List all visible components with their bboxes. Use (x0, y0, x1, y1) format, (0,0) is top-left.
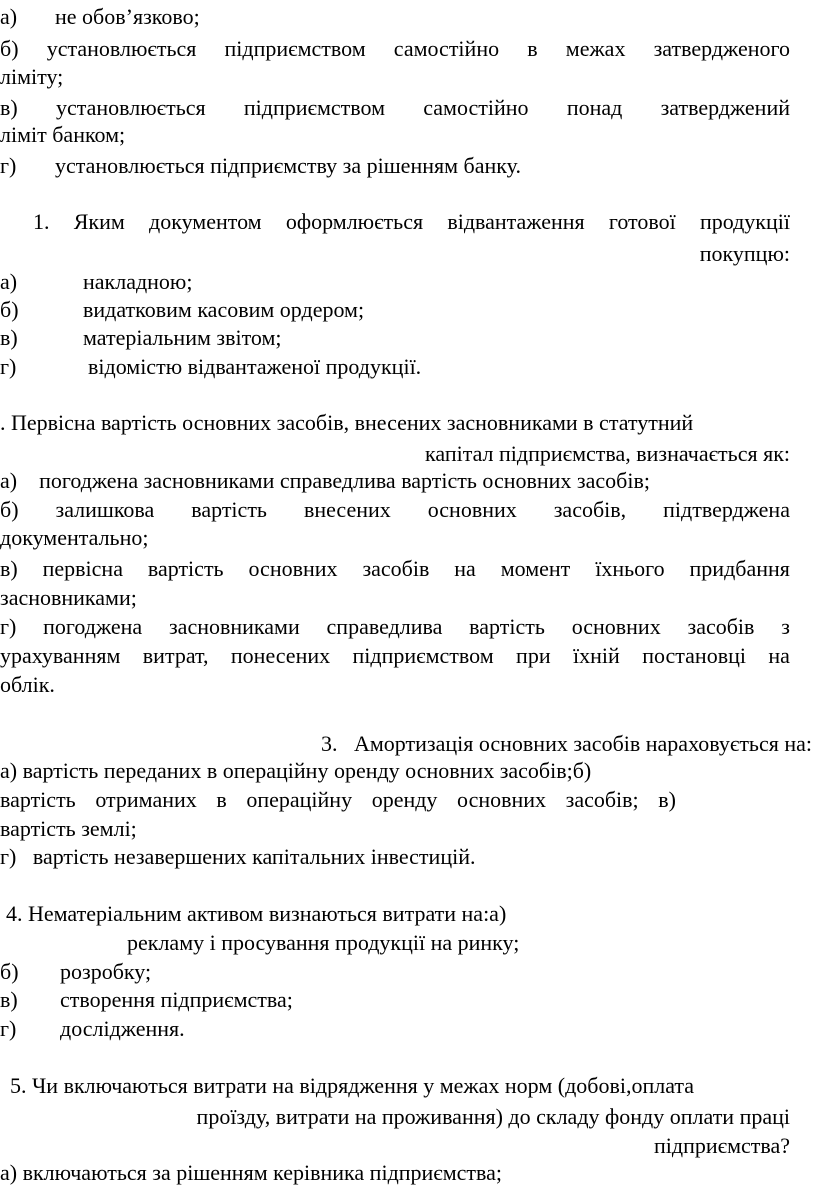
option-label: г) (0, 614, 17, 639)
q5-option-a: а) включаються за рішенням керівника підприємства; (0, 1160, 503, 1185)
word: межах (565, 36, 626, 61)
option-label: г) (0, 153, 17, 178)
q2-option-d-cont: облік. (0, 672, 55, 697)
option-label: а) (0, 269, 18, 294)
option-label: а) (0, 4, 18, 29)
word: підприємством (352, 643, 494, 668)
q2-option-b (0, 499, 790, 521)
word: в) (658, 787, 676, 812)
word: вартість (469, 614, 545, 639)
word: отриманих (95, 787, 197, 812)
question-1-title (33, 211, 790, 233)
word: в (527, 36, 538, 61)
q2-option-d-line1 (0, 616, 790, 638)
word: постановці (642, 643, 746, 668)
q2-option-b-cont: документально; (0, 525, 149, 550)
option-label: г) (0, 354, 17, 379)
question-2-cont: капітал підприємства, визначається як: (425, 441, 790, 466)
option-b-line (0, 38, 790, 60)
option-label: в) (0, 325, 18, 350)
question-4-title: 4. Нематеріальним активом визнаються витрати на:а) (6, 901, 507, 926)
word: при (516, 643, 551, 668)
word: їхній (573, 643, 620, 668)
question-4-cont: рекламу і просування продукції на ринку; (127, 930, 520, 955)
q2-option-d-line2-words (0, 645, 790, 667)
word: готової (608, 209, 676, 234)
word: понад (566, 95, 623, 120)
word: документом (149, 209, 262, 234)
question-5-title: 5. Чи включаються витрати на відрядження у межах норм (добові,оплата (10, 1073, 695, 1098)
word: вартість (0, 787, 76, 812)
word: засобів, (553, 497, 627, 522)
word: погоджена (43, 614, 143, 639)
question-5-cont2: підприємства? (654, 1133, 790, 1158)
q3-line4: г) вартість незавершених капітальних інвестицій. (0, 844, 476, 869)
word: справедлива (326, 614, 443, 639)
question-1-line (33, 211, 790, 233)
word: підприємством (224, 36, 366, 61)
q3-line3: вартість землі; (0, 816, 137, 841)
q3-line2 (0, 789, 676, 811)
word: продукції (699, 209, 790, 234)
q3-line2-words (0, 789, 676, 811)
word: засобів (362, 556, 430, 581)
option-text: дослідження. (60, 1016, 185, 1041)
word: придбання (689, 556, 790, 581)
q2-option-c-line (0, 558, 790, 580)
q3-line1: а) вартість переданих в операційну оренду основних засобів;б) (0, 758, 592, 783)
option-label: в) (0, 95, 18, 120)
word: вартість (191, 497, 267, 522)
word: понесених (230, 643, 331, 668)
option-c (0, 97, 790, 119)
word: установлюється (46, 36, 197, 61)
word: з (781, 614, 790, 639)
option-label: б) (0, 297, 19, 322)
word: первісна (42, 556, 123, 581)
word: операційну (246, 787, 353, 812)
word: самостійно (423, 95, 529, 120)
word: затвердженого (653, 36, 790, 61)
option-b-cont: ліміту; (0, 64, 64, 89)
word: на (454, 556, 476, 581)
word: основних (248, 556, 338, 581)
word: затверджений (660, 95, 790, 120)
word: основних (427, 497, 517, 522)
word: підприємством (243, 95, 385, 120)
q2-option-d (0, 616, 790, 638)
word: урахуванням (0, 643, 121, 668)
word: оренду (371, 787, 438, 812)
word: установлюється (55, 95, 206, 120)
option-text: матеріальним звітом; (83, 325, 282, 350)
word: засновниками (168, 614, 300, 639)
word: відвантаження (447, 209, 585, 234)
word: в (216, 787, 227, 812)
option-label: г) (0, 1016, 17, 1041)
word: момент (500, 556, 571, 581)
option-text: розробку; (60, 959, 152, 984)
question-5-cont: проїзду, витрати на проживання) до складу фонду оплати праці (196, 1104, 790, 1129)
word: 1. (33, 209, 50, 234)
word: їхнього (595, 556, 665, 581)
word: витрат, (142, 643, 209, 668)
option-label: в) (0, 987, 18, 1012)
option-text: установлюється підприємству за рішенням банку. (55, 153, 521, 178)
option-label: б) (0, 497, 19, 522)
word: залишкова (55, 497, 155, 522)
word: засобів (687, 614, 755, 639)
option-label: б) (0, 959, 19, 984)
q2-option-d-line2 (0, 645, 790, 667)
option-b (0, 38, 790, 60)
word: самостійно (393, 36, 500, 61)
q2-option-a: а) погоджена засновниками справедлива вартість основних засобів; (0, 468, 650, 493)
q2-option-b-line (0, 499, 790, 521)
word: основних (571, 614, 661, 639)
question-1-cont: покупцю: (699, 241, 790, 266)
option-label: б) (0, 36, 19, 61)
option-text: відомістю відвантаженої продукції. (88, 354, 422, 379)
option-text: накладною; (83, 269, 193, 294)
word: основних (457, 787, 547, 812)
word: на (768, 643, 790, 668)
question-2-title: . Первісна вартість основних засобів, внесених засновниками в статутний (0, 410, 694, 435)
question-3-title: 3. Амортизація основних засобів нараховується на: (320, 731, 812, 756)
word: вартість (147, 556, 224, 581)
word: оформлюється (285, 209, 424, 234)
option-label: в) (0, 556, 18, 581)
option-text: створення підприємства; (60, 987, 293, 1012)
word: засобів; (565, 787, 639, 812)
option-text: видатковим касовим ордером; (83, 297, 365, 322)
option-c-cont: ліміт банком; (0, 122, 126, 147)
q2-option-c-cont: засновниками; (0, 585, 137, 610)
word: внесених (303, 497, 391, 522)
option-c-line (0, 97, 790, 119)
q2-option-c (0, 558, 790, 580)
word: Яким (73, 209, 125, 234)
word: підтверджена (663, 497, 790, 522)
option-text: не обов’язково; (55, 4, 200, 29)
